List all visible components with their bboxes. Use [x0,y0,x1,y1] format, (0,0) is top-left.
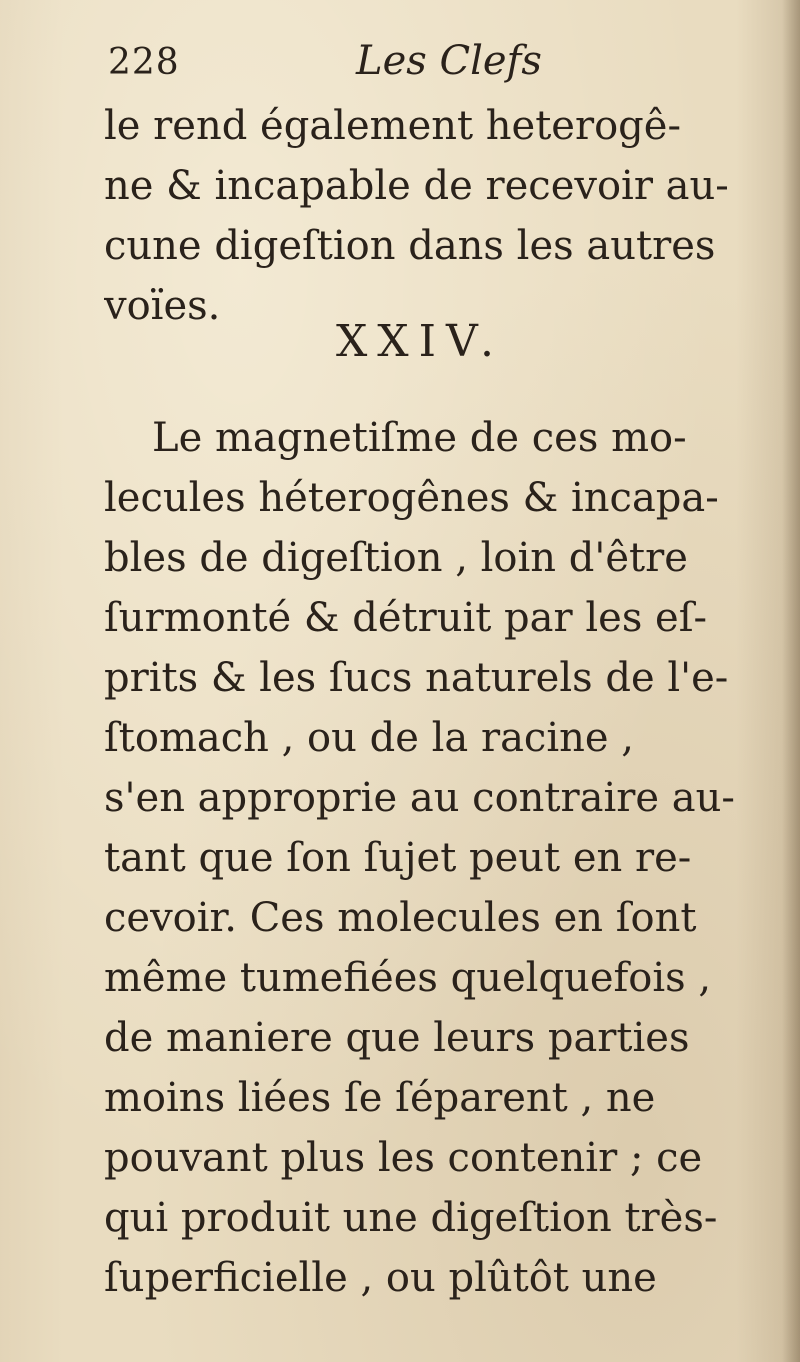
page-number: 228 [108,42,180,83]
text-line: prits & les ſucs naturels de l'e- [104,655,729,701]
text-line: Le magnetiſme de ces mo- [152,415,687,461]
page-edge-shadow [782,0,800,1362]
text-line: voïes. [104,283,221,329]
text-line: ne & incapable de recevoir au- [104,163,729,209]
section-heading: XXIV. [335,316,505,367]
text-line: moins liées ſe ſéparent , ne [104,1075,656,1121]
paragraph-continued [104,96,784,336]
text-line: bles de digeſtion , loin d'être [104,535,688,581]
text-line: cune digeſtion dans les autres [104,223,716,269]
running-title: Les Clefs [356,38,542,84]
text-line: lecules héterogênes & incapa- [104,475,719,521]
text-line: s'en approprie au contraire au- [104,775,735,821]
page-header [108,38,628,102]
text-line: même tumefiées quelquefois , [104,955,712,1001]
text-line: ſtomach , ou de la racine , [104,715,634,761]
text-line: ſurmonté & détruit par les eſ- [104,595,708,641]
text-line: le rend également heterogê- [104,103,681,149]
paragraph [104,408,784,1308]
text-line: tant que ſon ſujet peut en re- [104,835,692,881]
text-line: cevoir. Ces molecules en ſont [104,895,697,941]
text-line: ſuperficielle , ou plûtôt une [104,1255,657,1301]
text-line: pouvant plus les contenir ; ce [104,1135,703,1181]
text-line: qui produit une digeſtion très- [104,1195,718,1241]
text-line: de maniere que leurs parties [104,1015,690,1061]
